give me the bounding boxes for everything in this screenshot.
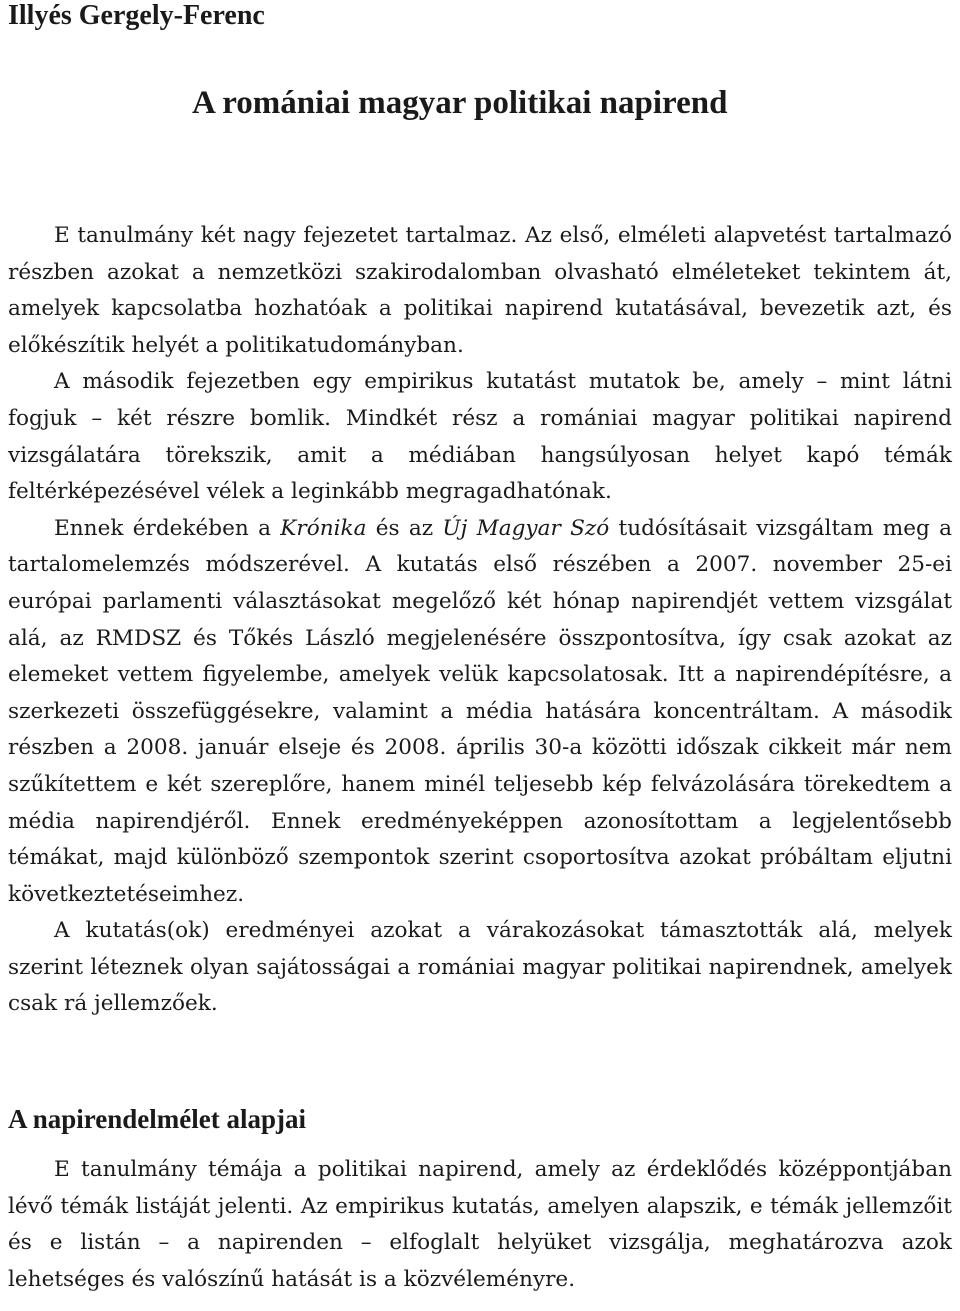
paragraph-text: és az <box>366 515 443 541</box>
section-text <box>8 1152 952 1298</box>
paragraph-text: tudósításait vizsgáltam meg a tartalomelemzés módszerével. A kutatás első részében a 2007. november 25-ei európai parlamenti választásokat megelőző két hónap napirendjét vettem vizsgálat alá, az RMDSZ és Tőkés László megjelenésére összpontosítva, így csak azokat az elemeket vettem figyelembe, amelyek velük kapcsolatosak. Itt a napirendépítésre, a szerkezeti összefüggésekre, valamint a média hatására koncentráltam. A második részben a 2008. január elseje és 2008. április 30-a közötti időszak cikkeit már nem szűkítettem e két szereplőre, hanem minél teljesebb kép felvázolására törekedtem a média napirendjéről. Ennek eredményeképpen azonosítottam a legjelentősebb témákat, majd különböző szempontok szerint csoportosítva azokat próbáltam eljutni következtetéseimhez. <box>8 515 952 907</box>
section-paragraph-1: E tanulmány témája a politikai napirend, amely az érdeklődés középpontjában lévő témák listáját jelenti. Az empirikus kutatás, amelyen alapszik, e témák jellemzőit és e listán – a napirenden – elfoglalt helyüket vizsgálja, meghatározva azok lehetséges és valószínű hatását is a közvéleményre. <box>8 1157 952 1292</box>
intro-paragraph-3 <box>8 511 952 914</box>
intro-paragraph-2: A második fejezetben egy empirikus kutatást mutatok be, amely – mint látni fogjuk – két részre bomlik. Mindkét rész a romániai magyar politikai napirend vizsgálatára törekszik, amit a médiában hangsúlyosan helyet kapó témák feltérképezésével vélek a leginkább megragadhatónak. <box>8 369 952 505</box>
paragraph-text: Ennek érdekében a <box>54 515 281 541</box>
publication-name-kronika: Krónika <box>280 515 367 541</box>
article-title: A romániai magyar politikai napirend <box>192 85 728 121</box>
publication-name-uj-magyar-szo: Új Magyar Szó <box>442 515 610 541</box>
intro-paragraph-1: E tanulmány két nagy fejezetet tartalmaz. Az első, elméleti alapvetést tartalmazó részben azokat a nemzetközi szakirodalomban olvasható elméleteket tekintem át, amelyek kapcsolatba hozhatóak a politikai napirend kutatásával, bevezetik azt, és előkészítik helyét a politikatudományban. <box>8 223 952 358</box>
section-heading: A napirendelmélet alapjai <box>8 1104 307 1134</box>
author-name: Illyés Gergely-Ferenc <box>8 0 265 31</box>
intro-paragraph-4: A kutatás(ok) eredményei azokat a várakozásokat támasztották alá, melyek szerint léteznek olyan sajátosságai a romániai magyar politikai napirendnek, amelyek csak rá jellemzőek. <box>8 918 952 1017</box>
intro-text <box>8 218 952 1023</box>
